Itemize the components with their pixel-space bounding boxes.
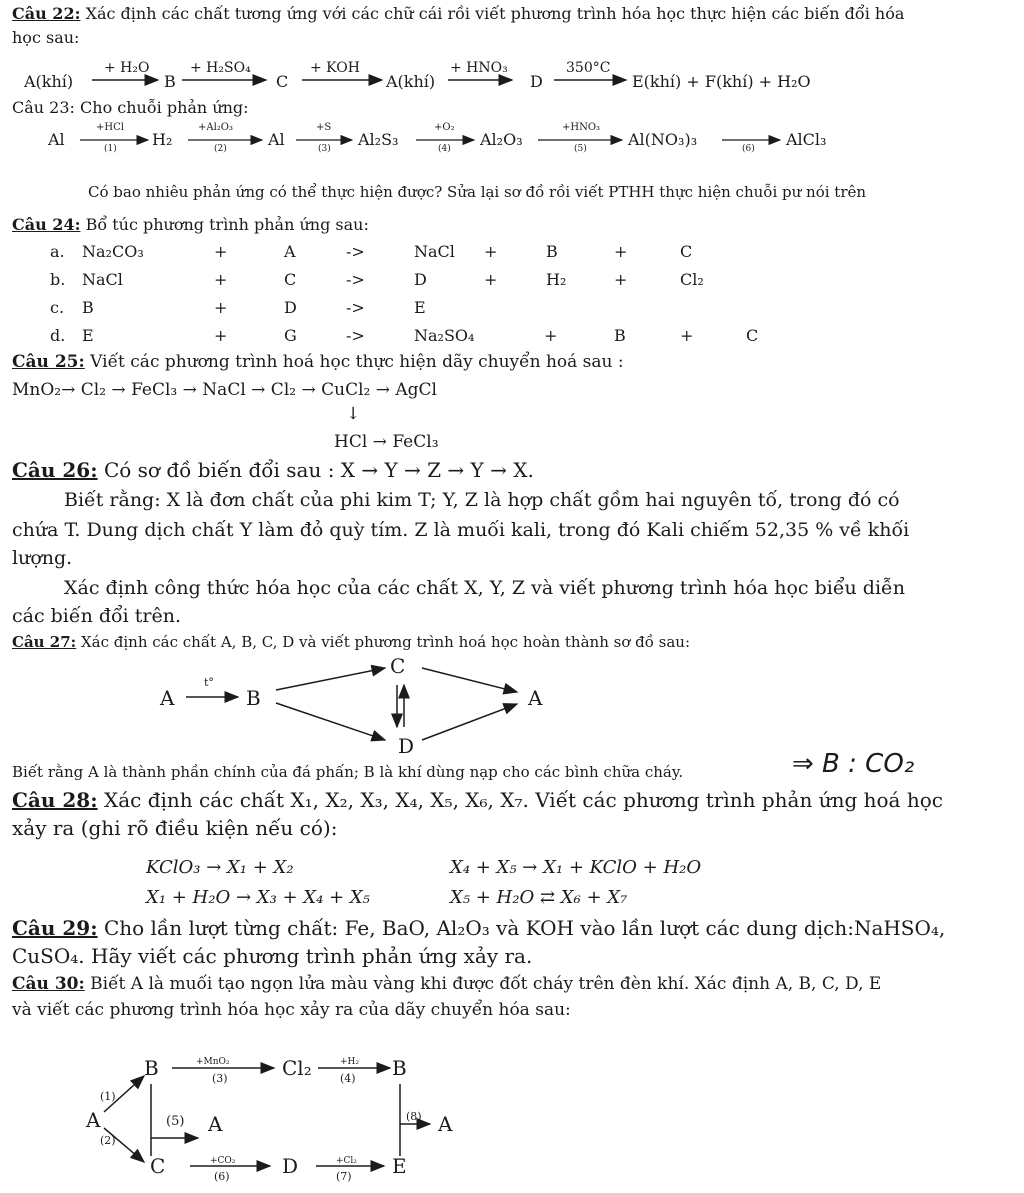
q23-s6: Al(NO₃)₃	[628, 130, 698, 149]
q22-label: Câu 22:	[12, 4, 81, 23]
q24-row-c-c1: B	[82, 298, 94, 317]
q24-row-b-p1: +	[214, 270, 228, 289]
q30-label: Câu 30:	[12, 974, 85, 994]
q30-step-4: (4)	[340, 1072, 356, 1085]
q24-row-d-p2: +	[544, 326, 558, 345]
q24-row-b-arrow: ->	[346, 270, 365, 289]
q23-r4: +O₂	[434, 122, 455, 133]
q22-d: D	[530, 72, 543, 91]
q24-row-a-c3: NaCl	[414, 242, 455, 261]
q29-line-1	[12, 916, 945, 940]
q30-step-8: (8)	[406, 1110, 422, 1123]
q23-label: Câu 23:	[12, 98, 75, 117]
q23-r5: +HNO₃	[562, 122, 601, 133]
q26-p1: Biết rằng: X là đơn chất của phi kim T; Y, Z là hợp chất gồm hai nguyên tố, trong đó có	[64, 489, 900, 511]
q23-r3: +S	[316, 122, 332, 133]
q27-arrow-c-a	[422, 668, 517, 692]
q27-edge-label: t°	[204, 676, 214, 689]
q27-node-b: B	[246, 686, 261, 710]
q24-row-a-c5: C	[680, 242, 693, 261]
q28-eq-4: X₅ + H₂O ⇄ X₆ + X₇	[450, 887, 628, 908]
q27-node-a-2: A	[528, 686, 543, 710]
q24-row-d-lbl: d.	[50, 326, 66, 345]
q24-row-b-c2: C	[284, 270, 297, 289]
q24-row-c-p1: +	[214, 298, 228, 317]
q26-text: Có sơ đồ biến đổi sau : X → Y → Z → Y → X.	[103, 458, 534, 482]
q30-step-7: (7)	[336, 1170, 352, 1183]
q24-row-a-c2: A	[284, 242, 296, 261]
q24-label: Câu 24:	[12, 215, 81, 234]
q24-row-d-c2: G	[284, 326, 297, 345]
q24-row-d-p3: +	[680, 326, 694, 345]
q22-reagent-2: + H₂SO₄	[190, 60, 251, 76]
q23-r1: +HCl	[96, 122, 124, 133]
q22-reagent-4: + HNO₃	[450, 60, 508, 76]
q24-row-c-arrow: ->	[346, 298, 365, 317]
q24-row-c-c2: D	[284, 298, 297, 317]
q25-text: Viết các phương trình hoá học thực hiện dãy chuyển hoá sau :	[90, 352, 624, 372]
q23-s1: Al	[48, 130, 65, 149]
q23-n3: (3)	[318, 144, 331, 154]
q30-step-5: (5)	[166, 1114, 185, 1129]
q26-p2: chứa T. Dung dịch chất Y làm đỏ quỳ tím. Z là muối kali, trong đó Kali chiếm 52,35 % về khối	[12, 519, 910, 541]
q22-a-gas-2: A(khí)	[386, 72, 436, 91]
q27-label: Câu 27:	[12, 633, 77, 651]
q28-eq-2: X₄ + X₅ → X₁ + KClO + H₂O	[450, 857, 702, 878]
q24-row-d-c5: C	[746, 326, 759, 345]
q24-row-d-arrow: ->	[346, 326, 365, 345]
q22-a-gas: A(khí)	[24, 72, 74, 91]
q24-row-c-lbl: c.	[50, 298, 65, 317]
q23-text: Cho chuỗi phản ứng:	[80, 98, 249, 117]
q30-text-1: Biết A là muối tạo ngọn lửa màu vàng khi được đốt cháy trên đèn khí. Xác định A, B, C, D, E	[90, 974, 882, 994]
q30-step-3: (3)	[212, 1072, 228, 1085]
q22-reagent-3: + KOH	[310, 60, 360, 76]
q27-arrow-b-c	[276, 668, 385, 690]
q27-note: Biết rằng A là thành phần chính của đá phấn; B là khí dùng nạp cho các bình chữa cháy.	[12, 763, 684, 781]
q22-line-2: học sau:	[12, 28, 80, 47]
q24-row-b-c3: D	[414, 270, 427, 289]
q30-step-2: (2)	[100, 1134, 116, 1147]
q26-label: Câu 26:	[12, 458, 98, 482]
q30-line-1	[12, 974, 881, 994]
q23-s2: H₂	[152, 130, 173, 149]
q26-p3: lượng.	[12, 547, 73, 569]
q28-text-2: xảy ra (ghi rõ điều kiện nếu có):	[12, 816, 338, 840]
q24-row-d-c1: E	[82, 326, 94, 345]
q23-r2: +Al₂O₃	[198, 122, 234, 133]
q27-arrow-d-a	[422, 704, 517, 740]
q24-row-b-p3: +	[614, 270, 628, 289]
q22-reagent-1: + H₂O	[104, 60, 150, 76]
q29-label: Câu 29:	[12, 916, 98, 940]
q24-line-1	[12, 215, 369, 235]
q30-reagent-d-e: +Cl₂	[336, 1156, 357, 1166]
q24-row-b-c5: Cl₂	[680, 270, 704, 289]
q22-c: C	[276, 72, 289, 91]
q28-label: Câu 28:	[12, 788, 98, 812]
q23-s5: Al₂O₃	[480, 130, 523, 149]
q26-line-1	[12, 458, 534, 482]
q22-b: B	[164, 72, 176, 91]
q30-reagent-cl2-b: +H₂	[340, 1057, 359, 1067]
q23-n1: (1)	[104, 144, 117, 154]
q24-row-a-p3: +	[614, 242, 628, 261]
q24-row-a-c1: Na₂CO₃	[82, 242, 144, 261]
q30-step-1: (1)	[100, 1090, 116, 1103]
q24-row-a-c4: B	[546, 242, 558, 261]
q23-s3: Al	[268, 130, 285, 149]
q24-row-b-lbl: b.	[50, 270, 66, 289]
q25-line-1	[12, 352, 624, 372]
q22-reagent-5: 350°C	[566, 60, 611, 76]
q30-text-2: và viết các phương trình hóa học xảy ra của dãy chuyển hóa sau:	[12, 1000, 571, 1020]
q30-reagent-c-d: +CO₂	[210, 1156, 236, 1166]
q23-n6: (6)	[742, 144, 755, 154]
q29-text-1: Cho lần lượt từng chất: Fe, BaO, Al₂O₃ và KOH vào lần lượt các dung dịch:NaHSO₄,	[103, 916, 946, 940]
q24-row-d-c3: Na₂SO₄	[414, 326, 475, 345]
q23-n2: (2)	[214, 144, 227, 154]
q23-n5: (5)	[574, 144, 587, 154]
q23-n4: (4)	[438, 144, 451, 154]
q27-line-1	[12, 632, 690, 652]
q24-text: Bổ túc phương trình phản ứng sau:	[85, 215, 369, 234]
q22-text-1: Xác định các chất tương ứng với các chữ cái rồi viết phương trình hóa học thực hiện các biến đổi hóa	[85, 4, 905, 23]
q24-row-a-arrow: ->	[346, 242, 365, 261]
q24-row-a-p1: +	[214, 242, 228, 261]
q30-node-a-mid: A	[208, 1112, 223, 1136]
q28-line-1	[12, 788, 943, 812]
q23-s4: Al₂S₃	[358, 130, 399, 149]
q24-row-a-lbl: a.	[50, 242, 65, 261]
q27-arrow-b-d	[276, 703, 385, 740]
q25-chain: MnO₂→ Cl₂ → FeCl₃ → NaCl → Cl₂ → CuCl₂ → AgCl	[12, 380, 437, 400]
q30-node-e: E	[392, 1154, 407, 1178]
q25-down-arrow: ↓	[346, 404, 361, 424]
q23-line-1	[12, 98, 249, 118]
q24-row-d-p1: +	[214, 326, 228, 345]
q30-node-d: D	[282, 1154, 299, 1178]
q26-p4: Xác định công thức hóa học của các chất X, Y, Z và viết phương trình hóa học biểu diễn	[64, 577, 905, 599]
q28-eq-1: KClO₃ → X₁ + X₂	[146, 857, 294, 878]
q28-eq-3: X₁ + H₂O → X₃ + X₄ + X₅	[146, 887, 370, 908]
q24-row-a-p2: +	[484, 242, 498, 261]
q30-node-b: B	[144, 1056, 159, 1080]
q27-text: Xác định các chất A, B, C, D và viết phương trình hoá học hoàn thành sơ đồ sau:	[80, 633, 691, 651]
q27-node-a: A	[160, 686, 175, 710]
q25-label: Câu 25:	[12, 352, 85, 372]
q23-question: Có bao nhiêu phản ứng có thể thực hiện được? Sửa lại sơ đồ rồi viết PTHH thực hiện chuỗi pư nói trên	[88, 183, 867, 201]
q24-row-b-c1: NaCl	[82, 270, 123, 289]
q29-text-2: CuSO₄. Hãy viết các phương trình phản ứng xảy ra.	[12, 944, 533, 968]
q24-row-b-p2: +	[484, 270, 498, 289]
q28-text-1: Xác định các chất X₁, X₂, X₃, X₄, X₅, X₆, X₇. Viết các phương trình phản ứng hoá học	[103, 788, 943, 812]
q30-node-a: A	[86, 1108, 101, 1132]
q24-row-c-c3: E	[414, 298, 426, 317]
q27-node-d: D	[398, 734, 415, 758]
q27-node-c: C	[390, 654, 406, 678]
q30-node-c: C	[150, 1154, 166, 1178]
q30-node-a-right: A	[438, 1112, 453, 1136]
q30-node-cl2: Cl₂	[282, 1056, 312, 1080]
q25-branch: HCl → FeCl₃	[334, 432, 439, 452]
q30-node-b-2: B	[392, 1056, 407, 1080]
q26-p5: các biến đổi trên.	[12, 605, 181, 627]
q30-reagent-b-cl2: +MnO₂	[196, 1057, 230, 1067]
q24-row-b-c4: H₂	[546, 270, 567, 289]
q27-handwritten-note: ⇒ B : CO₂	[792, 749, 915, 779]
q30-step-6: (6)	[214, 1170, 230, 1183]
q23-s7: AlCl₃	[786, 130, 827, 149]
q24-row-d-c4: B	[614, 326, 626, 345]
q22-products: E(khí) + F(khí) + H₂O	[632, 72, 811, 91]
